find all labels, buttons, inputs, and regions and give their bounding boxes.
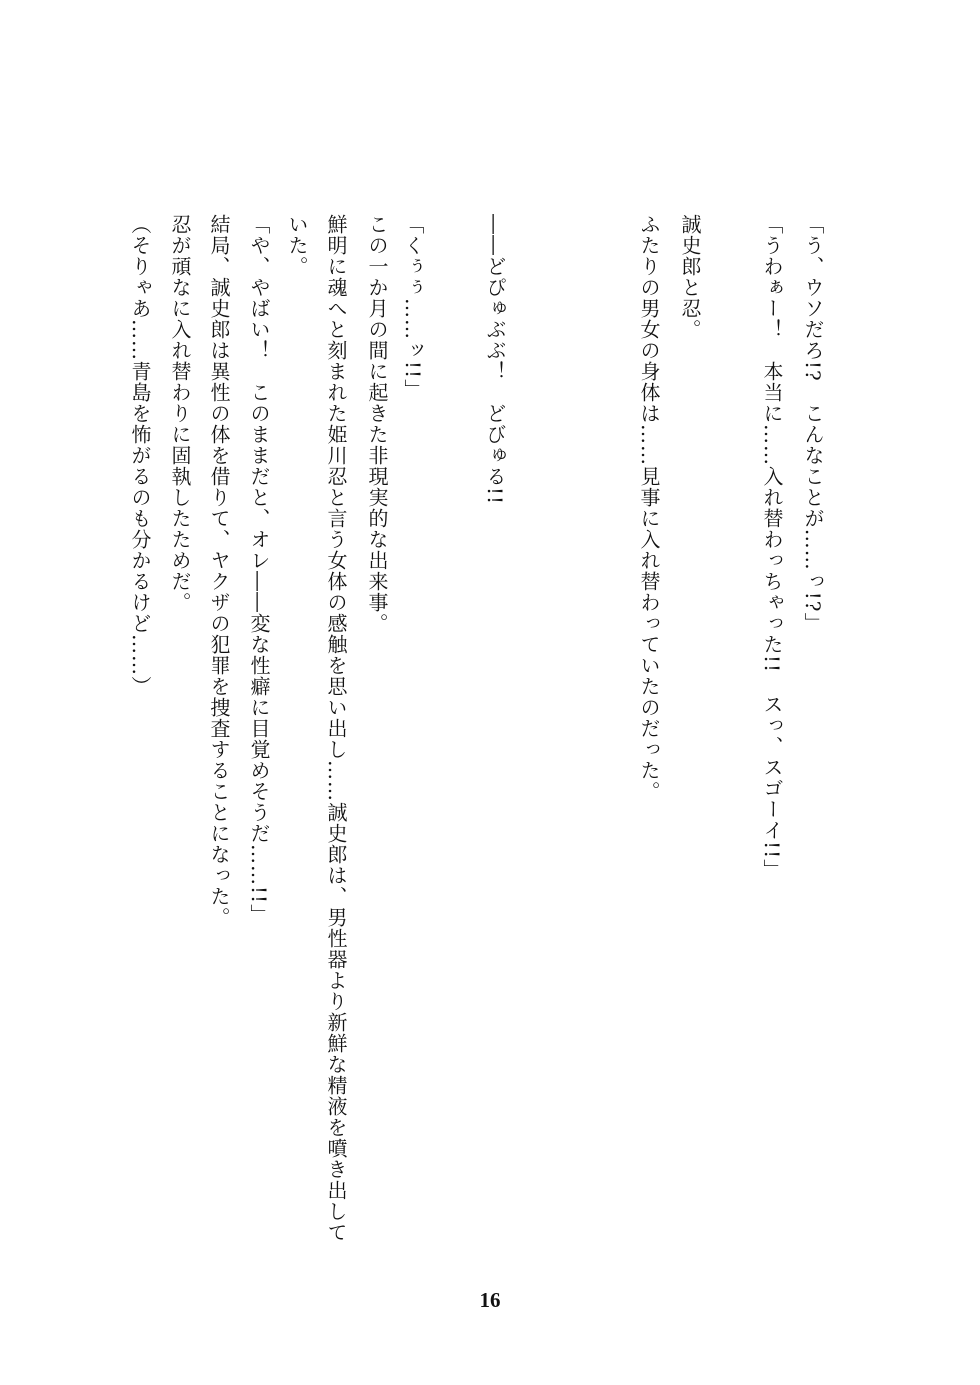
text-line-4: 誠史郎と忍。 — [678, 214, 702, 340]
page-number: 16 — [479, 1288, 501, 1312]
text-line-14: 「や、やばい！ このままだと、オレ――変な性癖に目覚めそうだ……!!」 — [247, 214, 271, 926]
text-line-1: 「う、ウソだろ!? こんなことが……っ!?」 — [801, 214, 825, 634]
text-line-10: 「くぅぅ……ッ!!」 — [401, 214, 425, 401]
text-line-8: ――どぴゅぶぶ！ どびゅる!! — [483, 214, 507, 506]
text-line-16: 忍が頑なに入れ替わりに固執したためだ。 — [168, 214, 192, 613]
text-line-11: この一か月の間に起きた非現実的な出来事。 — [365, 214, 389, 634]
text-line-2: 「うわぁー！ 本当に……入れ替わっちゃった!! スっ、スゴーイ!!」 — [760, 214, 784, 881]
text-line-12: 鮮明に魂へと刻まれた姫川忍と言う女体の感触を思い出し……誠史郎は、男性器より新鮮な精液を噴き出して — [324, 214, 348, 1243]
text-line-13: いた。 — [285, 214, 309, 277]
text-line-17: （そりゃあ……青島を怖がるのも分かるけど……） — [128, 214, 152, 697]
text-line-15: 結局、誠史郎は異性の体を借りて、ヤクザの犯罪を捜査することになった。 — [207, 214, 231, 928]
text-line-5: ふたりの男女の身体は……見事に入れ替わっていたのだった。 — [637, 214, 661, 802]
